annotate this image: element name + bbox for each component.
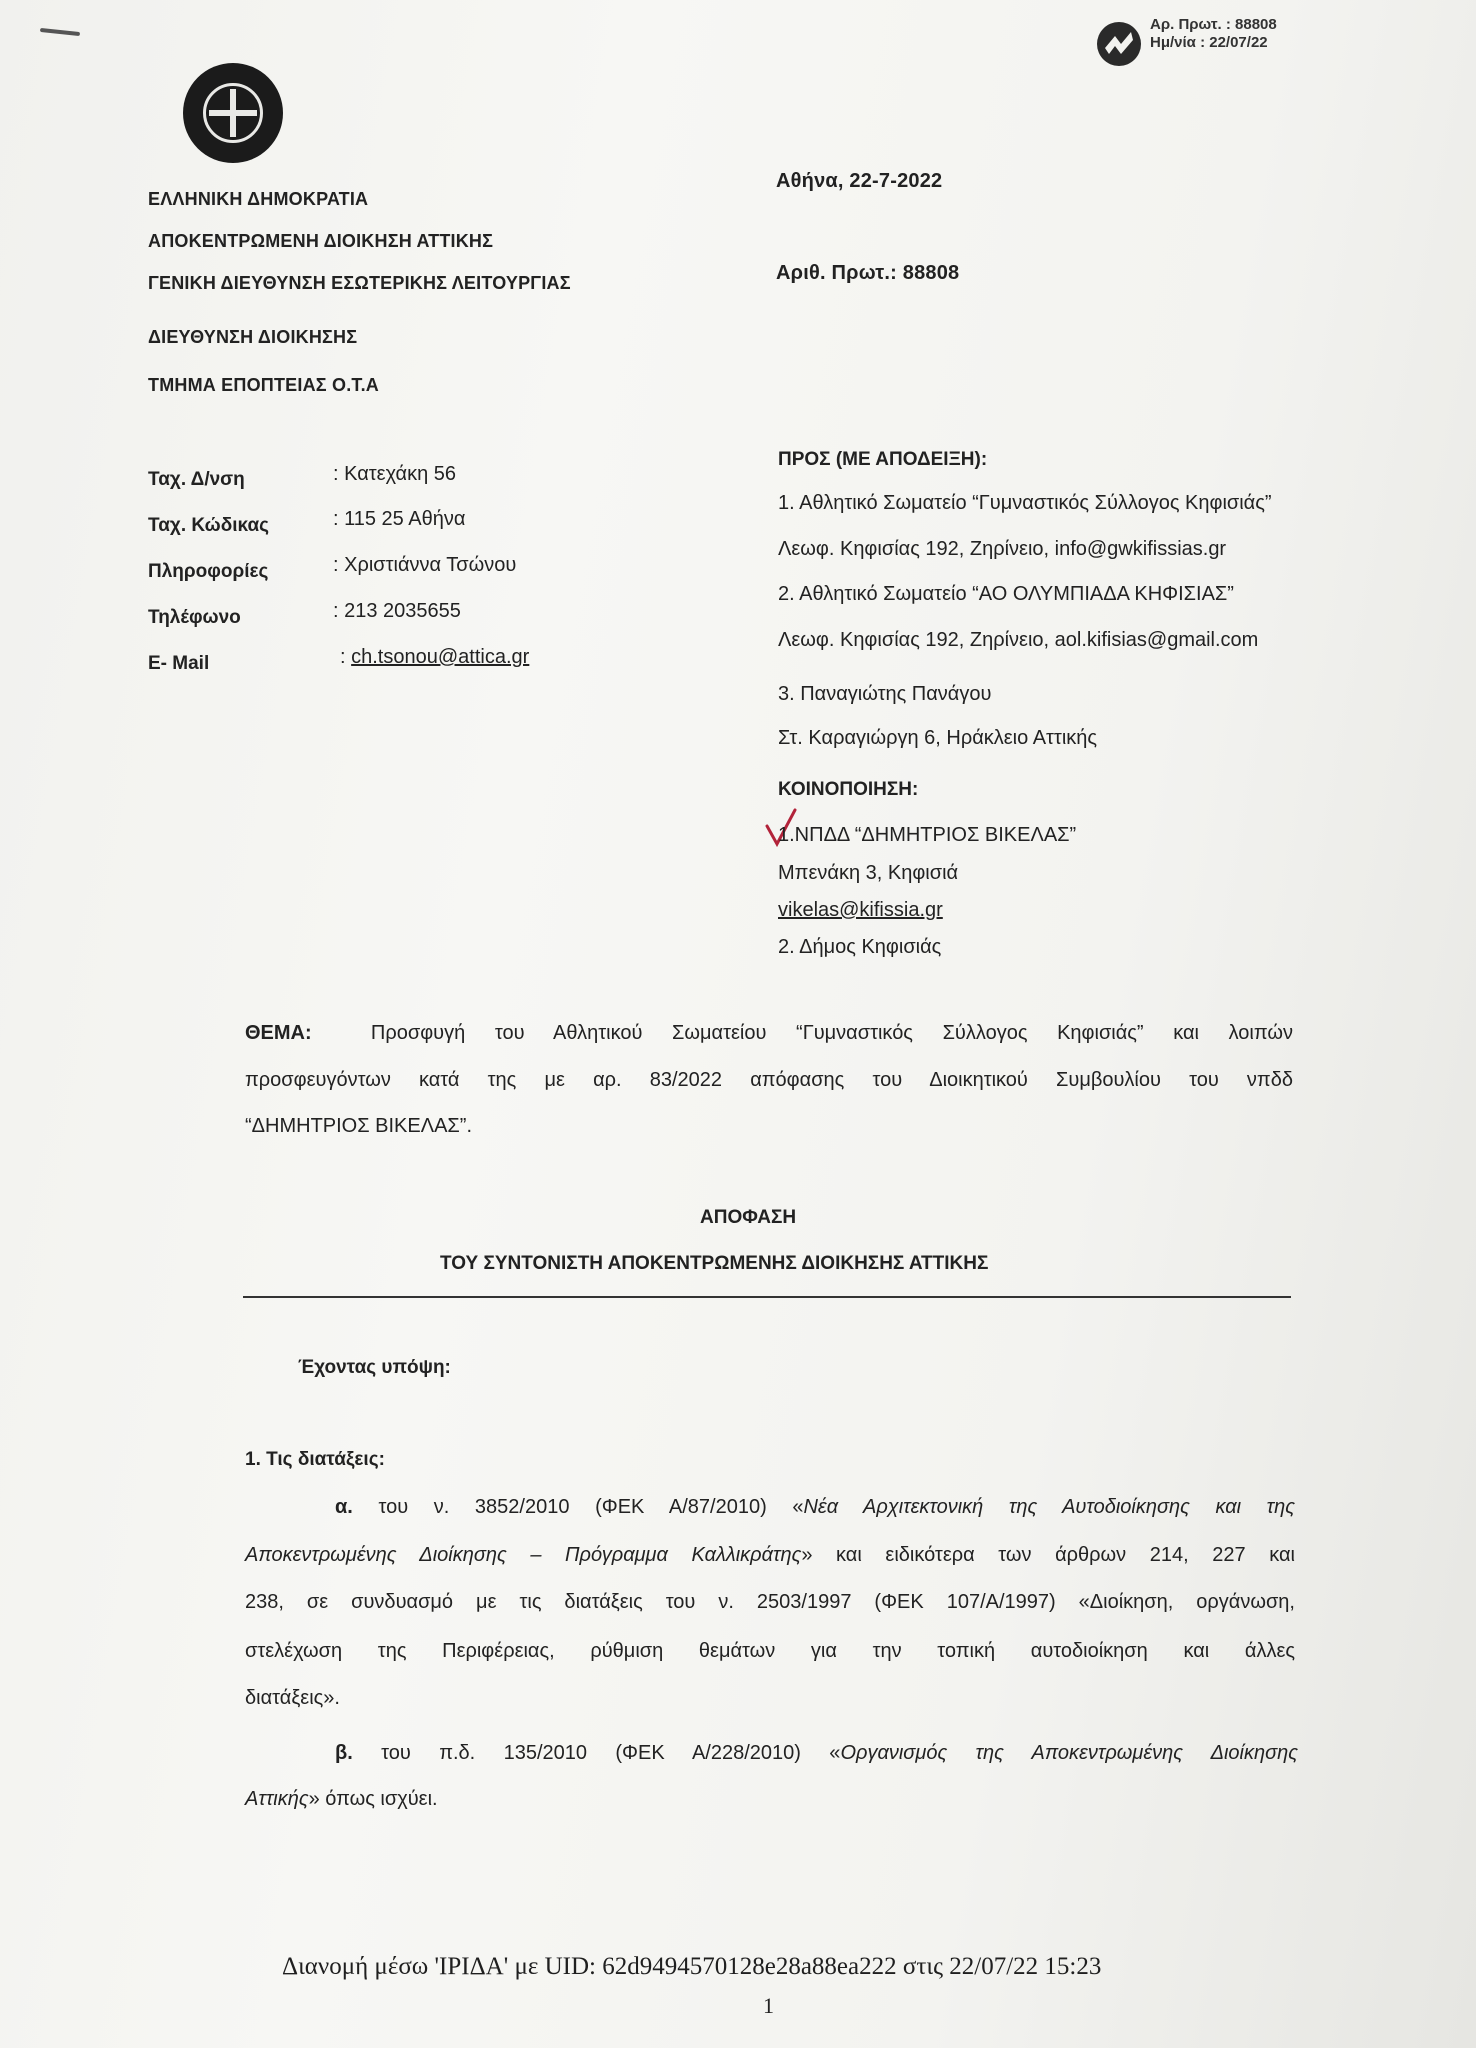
registry-stamp-icon <box>1095 20 1143 68</box>
recipient-line: 1. Αθλητικό Σωματείο “Γυμναστικός Σύλλογος Κηφισιάς” <box>778 492 1272 514</box>
pen-mark <box>40 28 80 36</box>
provision-a-line: στελέχωση της Περιφέρειας, ρύθμιση θεμάτων για την τοπική αυτοδιοίκηση και άλλες <box>245 1640 1295 1662</box>
provision-a-line: διατάξεις». <box>245 1687 340 1709</box>
contact-value: : Κατεχάκη 56 <box>333 463 457 485</box>
stamp-protocol: Αρ. Πρωτ. : 88808 <box>1150 16 1277 33</box>
distribution-footer: Διανομή μέσω 'ΙΡΙΔΑ' με UID: 62d9494570128e28a88ea222 στις 22/07/22 15:23 <box>282 1953 1102 1980</box>
decision-title: ΑΠΟΦΑΣΗ <box>700 1207 797 1228</box>
contact-label: Ταχ. Κώδικας <box>148 515 270 536</box>
provision-a-line: Αποκεντρωμένης Διοίκησης – Πρόγραμμα Καλλικράτης» και ειδικότερα των άρθρων 214, 227 και <box>245 1544 1295 1566</box>
cc-line: Μπενάκη 3, Κηφισιά <box>778 862 959 884</box>
subject-line: προσφευγόντων κατά της με αρ. 83/2022 απόφασης του Διοικητικού Συμβουλίου του νπδδ <box>245 1069 1293 1091</box>
subject-label: ΘΕΜΑ: <box>245 1022 312 1044</box>
heading-rule <box>243 1296 1291 1298</box>
contact-label: Πληροφορίες <box>148 561 269 582</box>
provision-a-line: α. του ν. 3852/2010 (ΦΕΚ Α/87/2010) «Νέα Αρχιτεκτονική της Αυτοδιοίκησης και της <box>335 1496 1295 1518</box>
provision-b-line: Αττικής» όπως ισχύει. <box>245 1788 438 1810</box>
greek-emblem-icon <box>183 63 283 163</box>
contact-email-link[interactable]: ch.tsonou@attica.gr <box>351 646 530 668</box>
contact-value: : ch.tsonou@attica.gr <box>340 646 530 668</box>
contact-value: : Χριστιάννα Τσώνου <box>333 554 517 576</box>
subject-line: ΘΕΜΑ: Προσφυγή του Αθλητικού Σωματείου “Γυμναστικός Σύλλογος Κηφισιάς” και λοιπών <box>245 1022 1293 1044</box>
contact-label: Τηλέφωνο <box>148 607 241 628</box>
page-number: 1 <box>763 1993 774 2018</box>
contact-value: : 115 25 Αθήνα <box>333 508 466 530</box>
cc-email-link[interactable]: vikelas@kifissia.gr <box>778 899 943 921</box>
contact-label: Ταχ. Δ/νση <box>148 469 245 490</box>
header-line: ΓΕΝΙΚΗ ΔΙΕΥΘΥΝΣΗ ΕΣΩΤΕΡΙΚΗΣ ΛΕΙΤΟΥΡΓΙΑΣ <box>148 273 571 293</box>
provision-b-line: β. του π.δ. 135/2010 (ΦΕΚ Α/228/2010) «Οργανισμός της Αποκεντρωμένης Διοίκησης <box>335 1742 1298 1764</box>
subject-line: “ΔΗΜΗΤΡΙΟΣ ΒΙΚΕΛΑΣ”. <box>245 1115 473 1137</box>
cc-title: ΚΟΙΝΟΠΟΙΗΣΗ: <box>778 779 919 800</box>
decision-subtitle: ΤΟΥ ΣΥΝΤΟΝΙΣΤΗ ΑΠΟΚΕΝΤΡΩΜΕΝΗΣ ΔΙΟΙΚΗΣΗΣ ΑΤΤΙΚΗΣ <box>440 1253 989 1274</box>
provision-a-line: 238, σε συνδυασμό με τις διατάξεις του ν. 2503/1997 (ΦΕΚ 107/Α/1997) «Διοίκηση, οργάνωση, <box>245 1591 1295 1613</box>
stamp-date: Ημ/νία : 22/07/22 <box>1150 34 1268 51</box>
header-line: ΤΜΗΜΑ ΕΠΟΠΤΕΙΑΣ Ο.Τ.Α <box>148 375 380 395</box>
contact-value: : 213 2035655 <box>333 600 461 622</box>
cc-line: 2. Δήμος Κηφισιάς <box>778 936 942 958</box>
document-date: Αθήνα, 22-7-2022 <box>776 170 943 192</box>
recipient-line: Λεωφ. Κηφισίας 192, Ζηρίνειο, info@gwkifissias.gr <box>778 538 1227 560</box>
recipient-line: Στ. Καραγιώργη 6, Ηράκλειο Αττικής <box>778 727 1098 749</box>
recipient-line: 3. Παναγιώτης Πανάγου <box>778 683 992 705</box>
protocol-number: Αριθ. Πρωτ.: 88808 <box>776 262 960 284</box>
cc-line: 1.ΝΠΔΔ “ΔΗΜΗΤΡΙΟΣ ΒΙΚΕΛΑΣ” <box>778 824 1077 846</box>
recipient-line: Λεωφ. Κηφισίας 192, Ζηρίνειο, aol.kifisias@gmail.com <box>778 629 1259 651</box>
header-line: ΕΛΛΗΝΙΚΗ ΔΗΜΟΚΡΑΤΙΑ <box>148 189 369 209</box>
header-line: ΑΠΟΚΕΝΤΡΩΜΕΝΗ ΔΙΟΙΚΗΣΗ ΑΤΤΙΚΗΣ <box>148 231 494 251</box>
having-regard: Έχοντας υπόψη: <box>298 1357 451 1378</box>
provisions-item: 1. Τις διατάξεις: <box>245 1449 385 1470</box>
contact-label: E- Mail <box>148 653 210 674</box>
recipient-line: 2. Αθλητικό Σωματείο “ΑΟ ΟΛΥΜΠΙΑΔΑ ΚΗΦΙΣΙΑΣ” <box>778 583 1234 605</box>
recipients-title: ΠΡΟΣ (ΜΕ ΑΠΟΔΕΙΞΗ): <box>778 449 988 470</box>
header-line: ΔΙΕΥΘΥΝΣΗ ΔΙΟΙΚΗΣΗΣ <box>148 327 358 347</box>
